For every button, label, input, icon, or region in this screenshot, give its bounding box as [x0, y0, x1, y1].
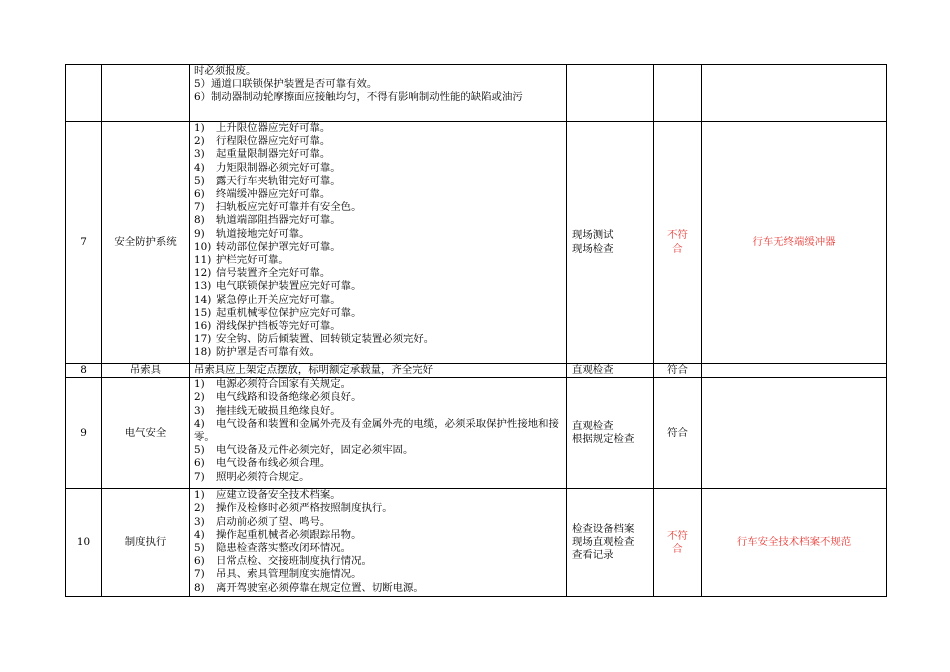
check-item: 电气安全 — [102, 378, 190, 489]
check-item: 吊索具 — [102, 364, 190, 378]
content-line: 5）通道口联锁保护装置是否可靠有效。 — [194, 78, 378, 91]
check-item — [102, 65, 190, 122]
content-line: 6) 终端缓冲器应完好可靠。 — [194, 188, 331, 201]
content-line: 8) 轨道端部阻挡器完好可靠。 — [194, 214, 341, 227]
check-result: 不符合 — [654, 122, 702, 364]
table-row — [66, 122, 887, 364]
content-line: 14) 紧急停止开关应完好可靠。 — [194, 293, 341, 306]
table-row — [66, 378, 887, 489]
row-number: 9 — [66, 378, 102, 489]
check-content — [190, 364, 567, 378]
content-line: 5) 隐患检查落实整改闭环情况。 — [194, 542, 352, 555]
row-number: 10 — [66, 489, 102, 597]
check-result — [654, 65, 702, 122]
method-line: 现场检查 — [572, 242, 614, 255]
content-line: 3) 启动前必须了望、鸣号。 — [194, 515, 331, 528]
check-method — [567, 65, 654, 122]
method-line: 现场直观检查 — [572, 536, 635, 549]
content-line: 2) 电气线路和设备绝缘必须良好。 — [194, 391, 362, 404]
inspection-table — [65, 64, 887, 597]
content-line: 4) 力矩限制器必须完好可靠。 — [194, 161, 341, 174]
content-line: 12) 信号装置齐全完好可靠。 — [194, 267, 331, 280]
content-line: 15) 起重机械零位保护应完好可靠。 — [194, 306, 362, 319]
content-line: 1) 应建立设备安全技术档案。 — [194, 489, 341, 502]
check-method — [567, 122, 654, 364]
content-line: 13) 电气联锁保护装置应完好可靠。 — [194, 280, 362, 293]
content-line: 6) 日常点检、交接班制度执行情况。 — [194, 555, 372, 568]
check-item: 制度执行 — [102, 489, 190, 597]
check-method — [567, 489, 654, 597]
content-line: 3) 起重量限制器完好可靠。 — [194, 148, 331, 161]
content-line: 9) 轨道接地完好可靠。 — [194, 227, 310, 240]
content-line: 2) 行程限位器应完好可靠。 — [194, 135, 331, 148]
check-remark — [702, 364, 887, 378]
content-line: 7) 扫轨板应完好可靠并有安全色。 — [194, 201, 362, 214]
table-row — [66, 65, 887, 122]
content-line: 18) 防护罩是否可靠有效。 — [194, 346, 320, 359]
check-content — [190, 489, 567, 597]
content-line: 17) 安全钩、防后倾装置、回转锁定装置必须完好。 — [194, 333, 435, 346]
check-remark: 行车无终端缓冲器 — [702, 122, 887, 364]
table-row — [66, 489, 887, 597]
content-line: 吊索具应上架定点摆放，标明额定承载量，齐全完好 — [194, 364, 433, 376]
content-line: 16) 滑线保护挡板等完好可靠。 — [194, 320, 341, 333]
row-number — [66, 65, 102, 122]
content-line: 7) 照明必须符合规定。 — [194, 470, 310, 483]
content-line: 5) 露天行车夹轨钳完好可靠。 — [194, 174, 341, 187]
check-remark — [702, 378, 887, 489]
method-line: 根据规定检查 — [572, 433, 635, 446]
table-row — [66, 364, 887, 378]
check-content — [190, 65, 567, 122]
check-remark — [702, 65, 887, 122]
check-remark: 行车安全技术档案不规范 — [702, 489, 887, 597]
content-line: 11) 护栏完好可靠。 — [194, 254, 289, 267]
content-line: 7) 吊具、索具管理制度实施情况。 — [194, 568, 362, 581]
content-line: 6) 电气设备布线必须合理。 — [194, 457, 331, 470]
method-line: 现场测试 — [572, 229, 614, 242]
check-content — [190, 122, 567, 364]
method-line: 查看记录 — [572, 549, 614, 562]
content-line: 时必须报废。 — [194, 65, 257, 77]
method-line: 直观检查 — [572, 364, 614, 376]
method-line: 检查设备档案 — [572, 522, 635, 535]
check-method — [567, 378, 654, 489]
content-line: 6）制动器制动轮摩擦面应接触均匀，不得有影响制动性能的缺陷或油污 — [194, 91, 523, 104]
check-content — [190, 378, 567, 489]
check-item: 安全防护系统 — [102, 122, 190, 364]
row-number: 7 — [66, 122, 102, 364]
row-number: 8 — [66, 364, 102, 378]
content-line: 10) 转动部位保护罩完好可靠。 — [194, 240, 341, 253]
check-result: 不符合 — [654, 489, 702, 597]
content-line: 4) 操作起重机械者必须跟踪吊物。 — [194, 528, 362, 541]
content-line: 5) 电气设备及元件必须完好，固定必须牢固。 — [194, 444, 414, 457]
content-line: 8) 离开驾驶室必须停靠在规定位置、切断电源。 — [194, 581, 424, 594]
content-line: 2) 操作及检修时必须严格按照制度执行。 — [194, 502, 393, 515]
content-line: 3) 拖挂线无破损且绝缘良好。 — [194, 404, 341, 417]
check-result: 符合 — [654, 364, 702, 378]
check-result: 符合 — [654, 378, 702, 489]
content-line: 1) 电源必须符合国家有关规定。 — [194, 378, 352, 391]
content-line: 4) 电气设备和装置和金属外壳及有金属外壳的电缆，必须采取保护性接地和接零。 — [194, 417, 559, 444]
method-line: 直观检查 — [572, 420, 614, 432]
check-method — [567, 364, 654, 378]
content-line: 1) 上升限位器应完好可靠。 — [194, 122, 331, 134]
